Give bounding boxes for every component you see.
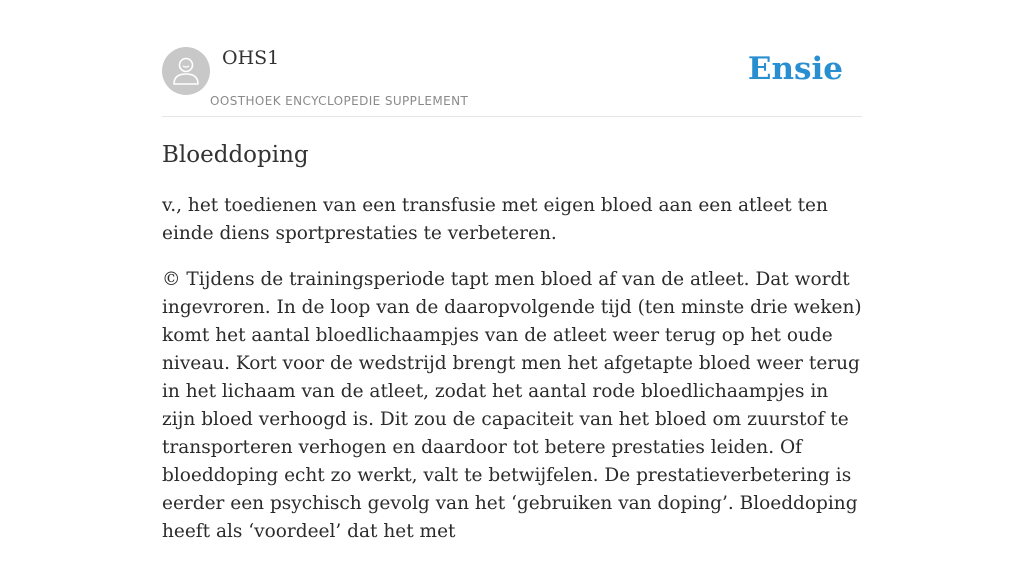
article-paragraph-explanation: © Tijdens de trainingsperiode tapt men bloed af van de atleet. Dat wordt ingevroren. In de loop van de daaropvolgende tijd (ten minste drie weken) komt het aantal bloedlichaampjes van de atleet weer terug op het oude niveau. Kort voor de wedstrijd brengt men het afgetapte bloed weer terug in het lichaam van de atleet, zodat het aantal rode bloedlichaampjes in zijn bloed verhoogd is. Dit zou de capaciteit van het bloed om zuurstof te transporteren verhogen en daardoor tot betere prestaties leiden. Of bloeddoping echt zo werkt, valt te betwijfelen. De prestatieverbetering is eerder een psychisch gevolg van het ‘gebruiken van doping’. Bloeddoping heeft als ‘voordeel’ dat het met (162, 269, 862, 542)
article-title: Bloeddoping (162, 142, 309, 168)
user-avatar-icon[interactable] (162, 47, 210, 95)
article-paragraph-definition: v., het toedienen van een transfusie met eigen bloed aan een atleet ten einde diens sportprestaties te verbeteren. (162, 195, 828, 244)
page-header (162, 0, 862, 117)
article-body (162, 192, 862, 564)
page (162, 0, 862, 542)
source-label[interactable]: OOSTHOEK ENCYCLOPEDIE SUPPLEMENT (210, 94, 469, 108)
author-name[interactable]: OHS1 (222, 47, 280, 69)
ensie-logo[interactable]: Ensie (747, 51, 843, 87)
